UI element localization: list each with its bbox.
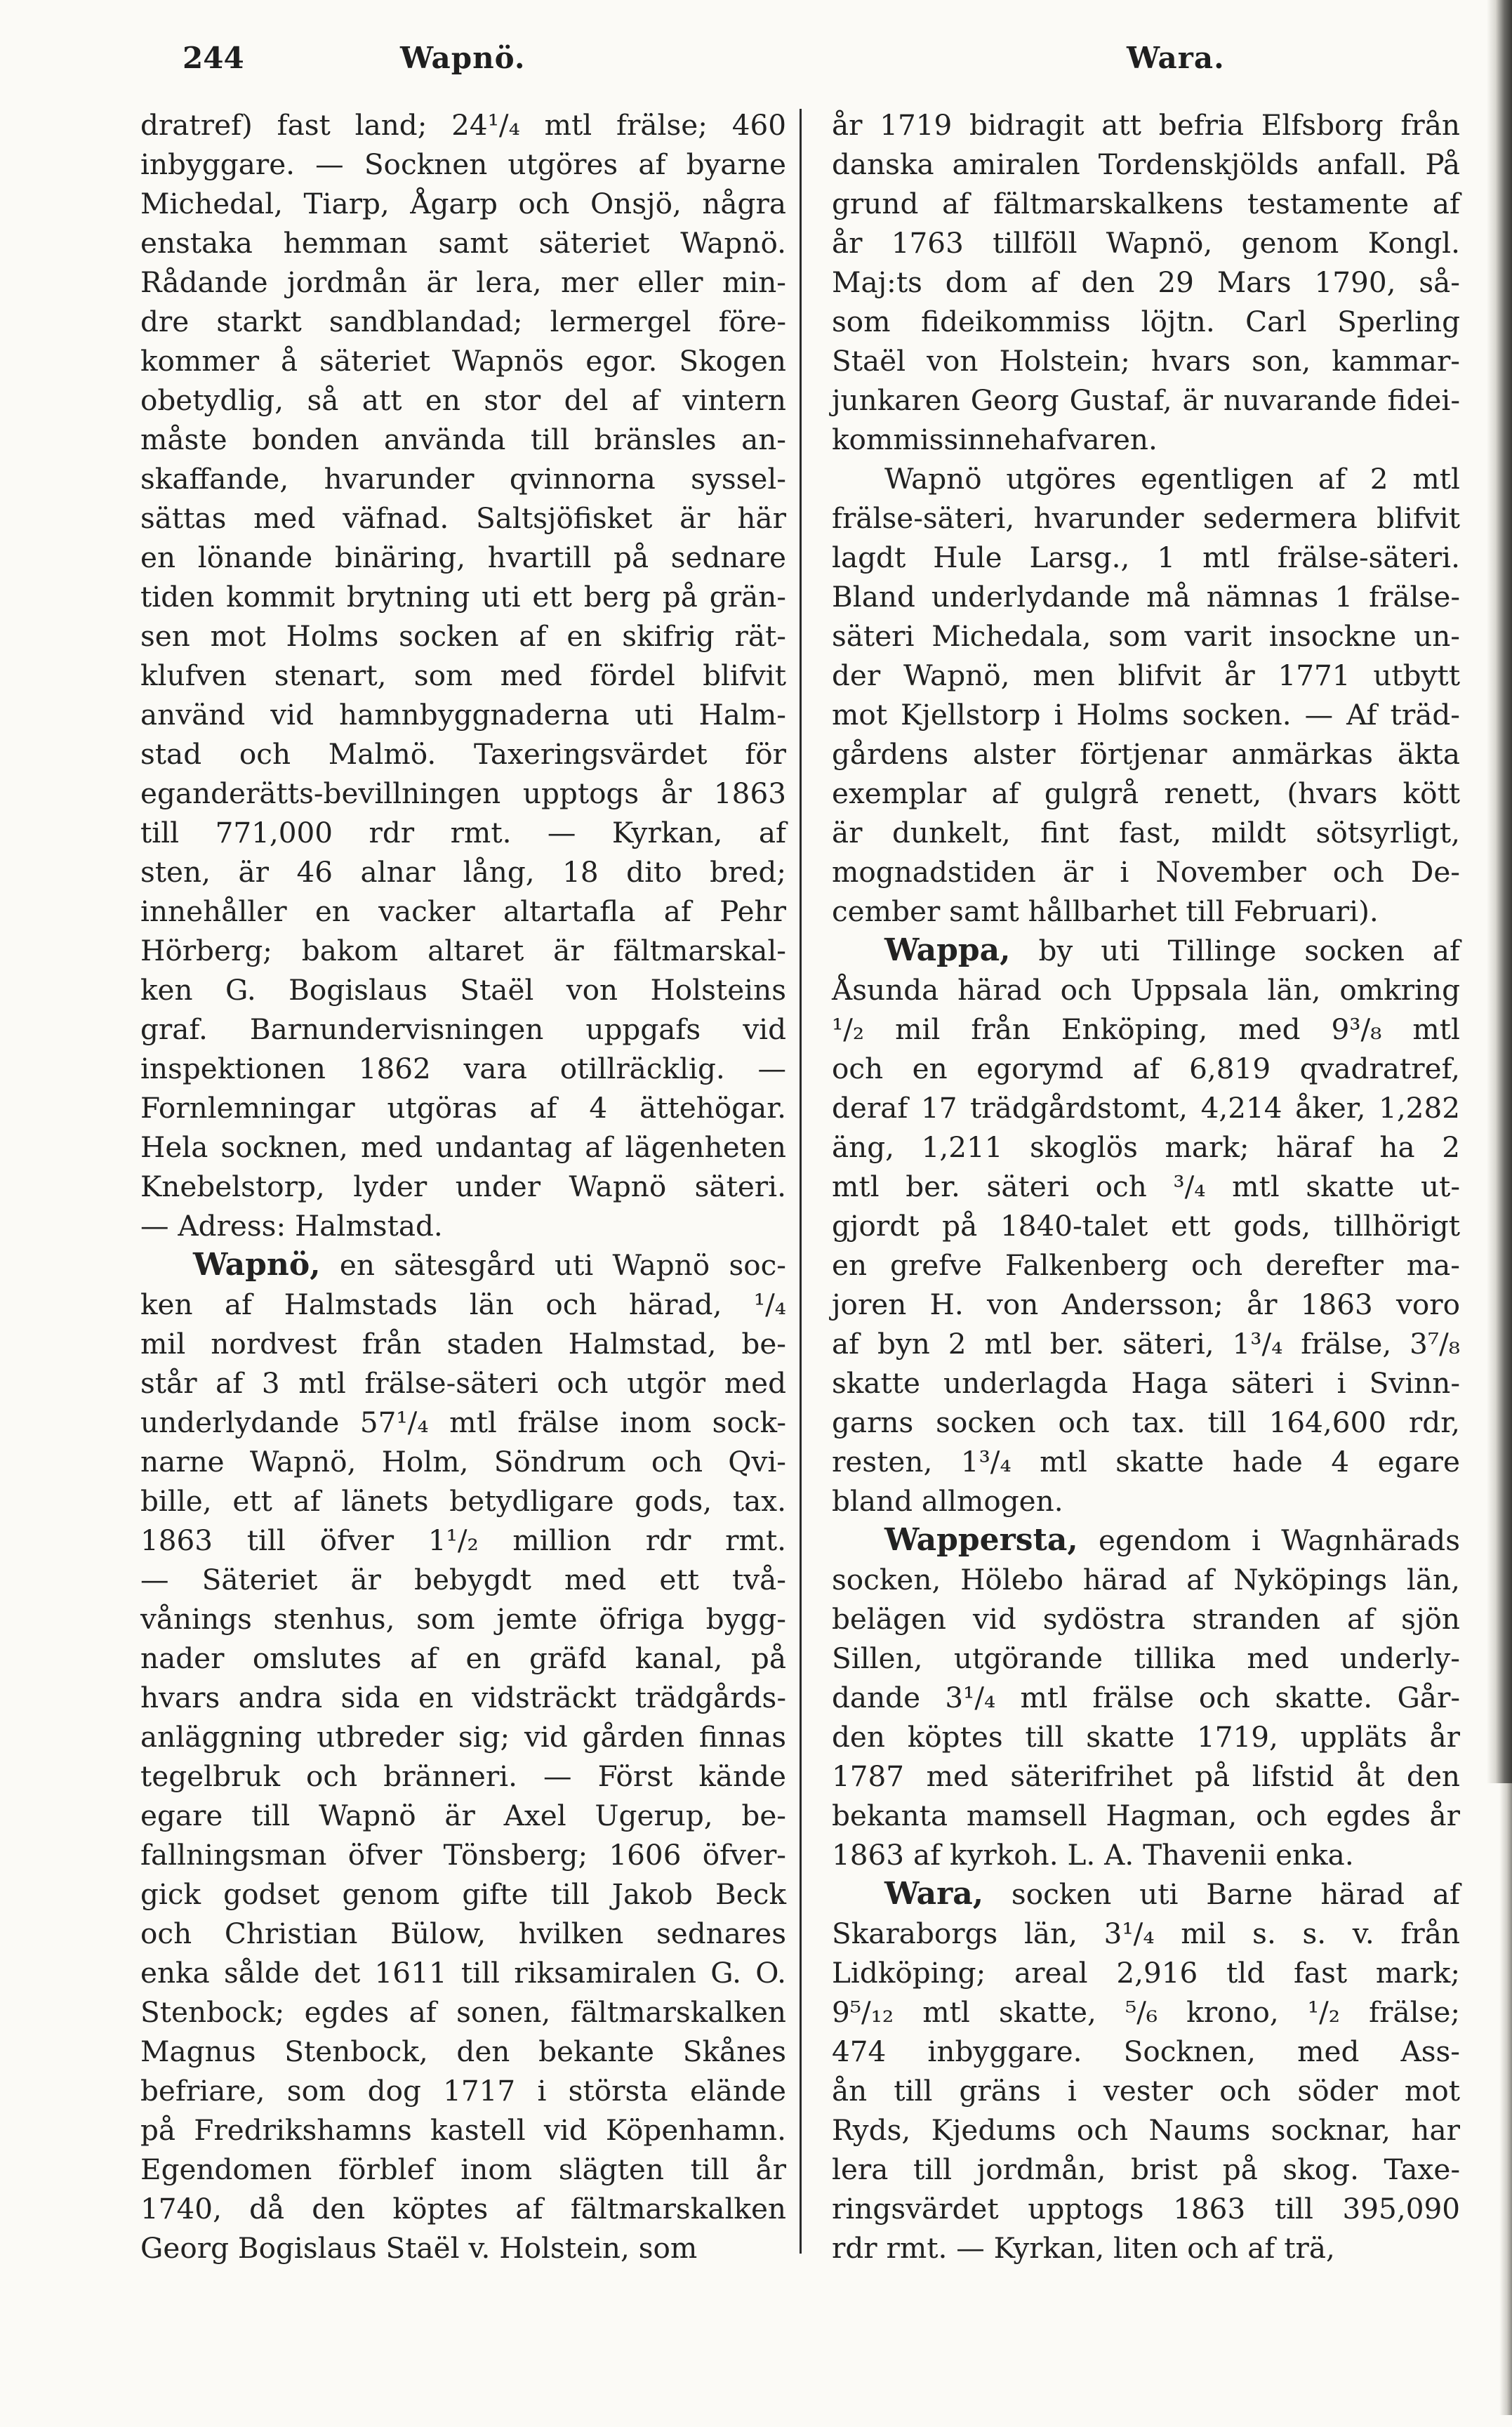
text-line: ken G. Bogislaus Staël von Holsteins bbox=[140, 973, 786, 1007]
text-line: enka sålde det 1611 till riksamiralen G. O. bbox=[140, 1956, 786, 1990]
text-line: socken, Hölebo härad af Nyköpings län, bbox=[832, 1563, 1460, 1596]
text-line: 1787 med säterifrihet på lifstid åt den bbox=[832, 1759, 1460, 1793]
text-line: dratref) fast land; 24¹/₄ mtl frälse; 460 bbox=[140, 108, 786, 142]
text-line: cember samt hållbarhet till Februari). bbox=[832, 894, 1379, 928]
text-line: 1863 af kyrkoh. L. A. Thavenii enka. bbox=[832, 1838, 1354, 1872]
text-line: egare till Wapnö är Axel Ugerup, be- bbox=[140, 1799, 786, 1832]
text-line: eganderätts-bevillningen upptogs år 1863 bbox=[140, 776, 786, 810]
text-line: 1863 till öfver 1¹/₂ million rdr rmt. bbox=[140, 1523, 786, 1557]
text-line: anläggning utbreder sig; vid gården finnas bbox=[140, 1720, 786, 1754]
text-line: Sillen, utgörande tillika med underly- bbox=[832, 1641, 1460, 1675]
text-line: vånings stenhus, som jemte öfriga bygg- bbox=[140, 1602, 786, 1636]
text-line: är dunkelt, fint fast, mildt sötsyrligt, bbox=[832, 816, 1460, 849]
right-text-column bbox=[832, 105, 1460, 2268]
left-text-column bbox=[140, 105, 786, 2268]
text-line: resten, 1³/₄ mtl skatte hade 4 egare bbox=[832, 1445, 1460, 1479]
entry-headword: Wapnö, bbox=[193, 1247, 321, 1283]
text-line: tegelbruk och bränneri. — Först kände bbox=[140, 1759, 786, 1793]
text-line: stad och Malmö. Taxeringsvärdet för bbox=[140, 737, 786, 771]
text-line: ringsvärdet upptogs 1863 till 395,090 bbox=[832, 2192, 1460, 2226]
text-line: den köptes till skatte 1719, uppläts år bbox=[832, 1720, 1460, 1754]
text-line: Wapnö utgöres egentligen af 2 mtl bbox=[884, 462, 1460, 496]
text-line: Wappersta, egendom i Wagnhärads bbox=[884, 1522, 1460, 1558]
text-line: belägen vid sydöstra stranden af sjön bbox=[832, 1602, 1460, 1636]
text-line: — Säteriet är bebygdt med ett två- bbox=[140, 1563, 786, 1596]
text-line: enstaka hemman samt säteriet Wapnö. bbox=[140, 226, 786, 260]
text-line: sättas med väfnad. Saltsjöfisket är här bbox=[140, 501, 786, 535]
text-line: och Christian Bülow, hvilken sednares bbox=[140, 1917, 786, 1950]
text-line: Fornlemningar utgöras af 4 ättehögar. bbox=[140, 1091, 786, 1125]
text-line: Maj:ts dom af den 29 Mars 1790, så- bbox=[832, 265, 1460, 299]
text-line: Stenbock; egdes af sonen, fältmarskalken bbox=[140, 1995, 786, 2029]
text-line: ¹/₂ mil från Enköping, med 9³/₈ mtl bbox=[832, 1012, 1460, 1046]
text-line: tiden kommit brytning uti ett berg på grän- bbox=[140, 580, 786, 614]
text-line: en lönande binäring, hvartill på sednare bbox=[140, 541, 786, 574]
text-line: — Adress: Halmstad. bbox=[140, 1209, 443, 1243]
text-line: exemplar af gulgrå renett, (hvars kött bbox=[832, 776, 1460, 810]
text-line: bille, ett af länets betydligare gods, tax. bbox=[140, 1484, 786, 1518]
text-line: frälse-säteri, hvarunder sedermera blifvit bbox=[832, 501, 1460, 535]
text-line: Wara, socken uti Barne härad af bbox=[884, 1876, 1460, 1912]
text-line: grund af fältmarskalkens testamente af bbox=[832, 187, 1460, 220]
text-line: Knebelstorp, lyder under Wapnö säteri. bbox=[140, 1170, 786, 1203]
text-line: år 1763 tillföll Wapnö, genom Kongl. bbox=[832, 226, 1460, 260]
text-line: junkaren Georg Gustaf, är nuvarande fidei- bbox=[832, 383, 1460, 417]
text-line: inspektionen 1862 vara otillräcklig. — bbox=[140, 1052, 786, 1085]
text-line: klufven stenart, som med fördel blifvit bbox=[140, 659, 786, 692]
text-line: dande 3¹/₄ mtl frälse och skatte. Går- bbox=[832, 1681, 1460, 1714]
text-line: Hörberg; bakom altaret är fältmarskal- bbox=[140, 934, 786, 967]
entry-headword: Wappa, bbox=[884, 932, 1011, 968]
text-line: mognadstiden är i November och De- bbox=[832, 855, 1460, 889]
text-line: dre starkt sandblandad; lermergel före- bbox=[140, 305, 786, 338]
text-line: står af 3 mtl frälse-säteri och utgör med bbox=[140, 1366, 786, 1400]
text-line: mil nordvest från staden Halmstad, be- bbox=[140, 1327, 786, 1361]
page-edge-shadow bbox=[1487, 0, 1512, 1783]
text-line: bekanta mamsell Hagman, och egdes år bbox=[832, 1799, 1460, 1832]
text-line: till 771,000 rdr rmt. — Kyrkan, af bbox=[140, 816, 786, 849]
page-number: 244 bbox=[183, 41, 244, 75]
text-line: använd vid hamnbyggnaderna uti Halm- bbox=[140, 698, 786, 732]
text-line: 474 inbyggare. Socknen, med Ass- bbox=[832, 2035, 1460, 2068]
text-line: på Fredrikshamns kastell vid Köpenhamn. bbox=[140, 2113, 786, 2147]
text-line: och en egorymd af 6,819 qvadratref, bbox=[832, 1052, 1460, 1085]
header-right-title: Wara. bbox=[1127, 41, 1225, 75]
text-line: Hela socknen, med undantag af lägenheten bbox=[140, 1130, 786, 1164]
text-line: kommissinnehafvaren. bbox=[832, 423, 1158, 456]
text-line: Georg Bogislaus Staël v. Holstein, som bbox=[140, 2231, 698, 2265]
text-line: 1740, då den köptes af fältmarskalken bbox=[140, 2192, 786, 2226]
text-line: gick godset genom gifte till Jakob Beck bbox=[140, 1877, 786, 1911]
text-line: hvars andra sida en vidsträckt trädgårds- bbox=[140, 1681, 786, 1714]
text-line: innehåller en vacker altartafla af Pehr bbox=[140, 894, 786, 928]
text-line: skaffande, hvarunder qvinnorna syssel- bbox=[140, 462, 786, 496]
text-line: mtl ber. säteri och ³/₄ mtl skatte ut- bbox=[832, 1170, 1460, 1203]
text-line: inbyggare. — Socknen utgöres af byarne bbox=[140, 147, 786, 181]
text-line: säteri Michedala, som varit insockne un- bbox=[832, 619, 1460, 653]
text-line: år 1719 bidragit att befria Elfsborg från bbox=[832, 108, 1460, 142]
text-line: garns socken och tax. till 164,600 rdr, bbox=[832, 1406, 1460, 1439]
header-left-title: Wapnö. bbox=[400, 41, 526, 75]
text-line: Egendomen förblef inom slägten till år bbox=[140, 2152, 786, 2186]
text-line: mot Kjellstorp i Holms socken. — Af träd- bbox=[832, 698, 1460, 732]
text-line: 9⁵/₁₂ mtl skatte, ⁵/₆ krono, ¹/₂ frälse; bbox=[832, 1995, 1460, 2029]
text-line: sen mot Holms socken af en skifrig rät- bbox=[140, 619, 786, 653]
text-line: en grefve Falkenberg och derefter ma- bbox=[832, 1248, 1460, 1282]
text-line: af byn 2 mtl ber. säteri, 1³/₄ frälse, 3⁷/₈ bbox=[832, 1327, 1460, 1361]
text-line: danska amiralen Tordenskjölds anfall. På bbox=[832, 147, 1460, 181]
text-line: deraf 17 trädgårdstomt, 4,214 åker, 1,282 bbox=[832, 1091, 1460, 1125]
text-line: Lidköping; areal 2,916 tld fast mark; bbox=[832, 1956, 1460, 1990]
text-line: gårdens alster förtjenar anmärkas äkta bbox=[832, 737, 1460, 771]
text-line: kommer å säteriet Wapnös egor. Skogen bbox=[140, 344, 786, 378]
text-line: lera till jordmån, brist på skog. Taxe- bbox=[832, 2152, 1460, 2186]
text-line: ån till gräns i vester och söder mot bbox=[832, 2074, 1460, 2108]
text-line: Rådande jordmån är lera, mer eller min- bbox=[140, 265, 786, 299]
text-line: lagdt Hule Larsg., 1 mtl frälse-säteri. bbox=[832, 541, 1460, 574]
running-header bbox=[183, 41, 1225, 83]
text-line: Magnus Stenbock, den bekante Skånes bbox=[140, 2035, 786, 2068]
page-edge-shadow-lower bbox=[1499, 1783, 1512, 2415]
text-line: Åsunda härad och Uppsala län, omkring bbox=[832, 973, 1460, 1007]
text-line: narne Wapnö, Holm, Söndrum och Qvi- bbox=[140, 1445, 786, 1479]
text-line: Ryds, Kjedums och Naums socknar, har bbox=[832, 2113, 1460, 2147]
text-line: Staël von Holstein; hvars son, kammar- bbox=[832, 344, 1460, 378]
column-divider bbox=[800, 109, 802, 2254]
text-line: Wappa, by uti Tillinge socken af bbox=[884, 932, 1460, 968]
text-line: der Wapnö, men blifvit år 1771 utbytt bbox=[832, 659, 1460, 692]
text-line: Skaraborgs län, 3¹/₄ mil s. s. v. från bbox=[832, 1917, 1460, 1950]
text-line: graf. Barnundervisningen uppgafs vid bbox=[140, 1012, 786, 1046]
text-line: fallningsman öfver Tönsberg; 1606 öfver- bbox=[140, 1838, 786, 1872]
text-line: nader omslutes af en gräfd kanal, på bbox=[140, 1641, 786, 1675]
text-line: joren H. von Andersson; år 1863 voro bbox=[832, 1288, 1460, 1321]
text-line: sten, är 46 alnar lång, 18 dito bred; bbox=[140, 855, 786, 889]
text-line: Michedal, Tiarp, Ågarp och Onsjö, några bbox=[140, 187, 786, 220]
text-line: som fideikommiss löjtn. Carl Sperling bbox=[832, 305, 1460, 338]
text-line: rdr rmt. — Kyrkan, liten och af trä, bbox=[832, 2231, 1335, 2265]
text-line: Wapnö, en sätesgård uti Wapnö soc- bbox=[193, 1247, 786, 1283]
text-line: underlydande 57¹/₄ mtl frälse inom sock- bbox=[140, 1406, 786, 1439]
text-line: äng, 1,211 skoglös mark; häraf ha 2 bbox=[832, 1130, 1460, 1164]
text-line: skatte underlagda Haga säteri i Svinn- bbox=[832, 1366, 1460, 1400]
text-line: Bland underlydande må nämnas 1 frälse- bbox=[832, 580, 1460, 614]
text-line: ken af Halmstads län och härad, ¹/₄ bbox=[140, 1288, 786, 1321]
text-line: befriare, som dog 1717 i största elände bbox=[140, 2074, 786, 2108]
text-line: obetydlig, så att en stor del af vintern bbox=[140, 383, 786, 417]
entry-headword: Wara, bbox=[884, 1876, 984, 1912]
text-line: bland allmogen. bbox=[832, 1484, 1063, 1518]
text-line: måste bonden använda till bränsles an- bbox=[140, 423, 786, 456]
entry-headword: Wappersta, bbox=[884, 1522, 1078, 1558]
text-line: gjordt på 1840-talet ett gods, tillhörigt bbox=[832, 1209, 1460, 1243]
